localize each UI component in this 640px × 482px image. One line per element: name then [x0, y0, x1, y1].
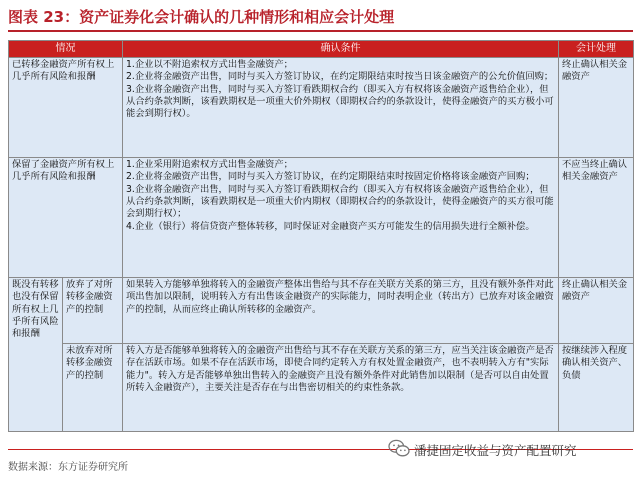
watermark-text: 潘捷固定收益与资产配置研究 [414, 443, 577, 458]
wechat-icon [388, 439, 410, 459]
condition-item: 4.企业（银行）将信贷资产整体转移，同时保证对金融资产买方可能发生的信用损失进行全额补偿。 [126, 220, 535, 232]
header-situation: 情况 [9, 41, 123, 58]
data-source: 数据来源：东方证券研究所 [8, 462, 128, 473]
accounting-cell: 不应当终止确认相关金融资产 [559, 158, 634, 278]
sub-situation-cell: 放弃了对所转移金融资产的控制 [63, 278, 123, 344]
table-row [9, 58, 634, 158]
table-row [9, 278, 634, 344]
header-conditions: 确认条件 [123, 41, 559, 58]
accounting-cell: 终止确认相关金融资产 [559, 58, 634, 158]
accounting-cell: 按继续涉入程度确认相关资产、负债 [559, 344, 634, 432]
header-accounting: 会计处理 [559, 41, 634, 58]
conditions-cell: 如果转入方能够单独将转入的金融资产整体出售给与其不存在关联方关系的第三方，且没有额外条件对此项出售加以限制，说明转入方有出售该金融资产的实际能力，同时表明企业（转出方）已放弃对该金融资产的控制，从而应终止确认所转移的金融资产。 [123, 278, 559, 344]
figure-title: 图表 23：资产证券化会计确认的几种情形和相应会计处理 [8, 8, 395, 26]
situation-cell: 既没有转移也没有保留所有权上几乎所有风险和报酬 [9, 278, 63, 432]
header-row [9, 41, 634, 58]
table-row [9, 158, 634, 278]
condition-item: 2.企业将金融资产出售，同时与买入方签订协议，在约定期限结束时按固定价格将该金融资产回购； [126, 171, 535, 183]
condition-item: 3.企业将金融资产出售，同时与买入方签订看跌期权合约（即买入方有权将该金融资产返售给企业），但从合约条款判断，该看跌期权是一项重大价外期权（即期权合约的条款设计，使得金融资产的买方极小可能会到期行权）。 [126, 83, 554, 120]
condition-item: 1.企业以不附追索权方式出售金融资产； [126, 59, 293, 70]
condition-item: 3.企业将金融资产出售，同时与买入方签订看跌期权合约（即买入方有权将该金融资产返售给企业），但从合约条款判断，该看跌期权是一项重大价内期权（即期权合约的条款设计，使得金融资产的买方很可能会到期行权）； [126, 183, 554, 220]
conditions-cell [123, 58, 559, 158]
situation-cell: 已转移金融资产所有权上几乎所有风险和报酬 [9, 58, 123, 158]
title-rule [8, 30, 633, 32]
conditions-cell [123, 158, 559, 278]
condition-item: 1.企业采用附追索权方式出售金融资产； [126, 159, 293, 170]
accounting-table [8, 40, 634, 432]
table-row [9, 344, 634, 432]
watermark [388, 436, 634, 464]
accounting-cell: 终止确认相关金融资产 [559, 278, 634, 344]
sub-situation-cell: 未放弃对所转移金融资产的控制 [63, 344, 123, 432]
condition-item: 2.企业将金融资产出售，同时与买入方签订协议，在约定期限结束时按当日该金融资产的公允价值回购； [126, 71, 554, 83]
situation-cell: 保留了金融资产所有权上几乎所有风险和报酬 [9, 158, 123, 278]
conditions-cell: 转入方是否能够单独将转入的金融资产出售给与其不存在关联方关系的第三方，应当关注该金融资产是否存在活跃市场。如果不存在活跃市场，即使合同约定转入方有权处置金融资产，也不表明转入方有"实际能力"。转入方是否能够单独出售转入的金融资产且没有额外条件对此销售加以限制（是否可以自由处置所转入金融资产），主要关注是否存在与出售密切相关的约束性条款。 [123, 344, 559, 432]
